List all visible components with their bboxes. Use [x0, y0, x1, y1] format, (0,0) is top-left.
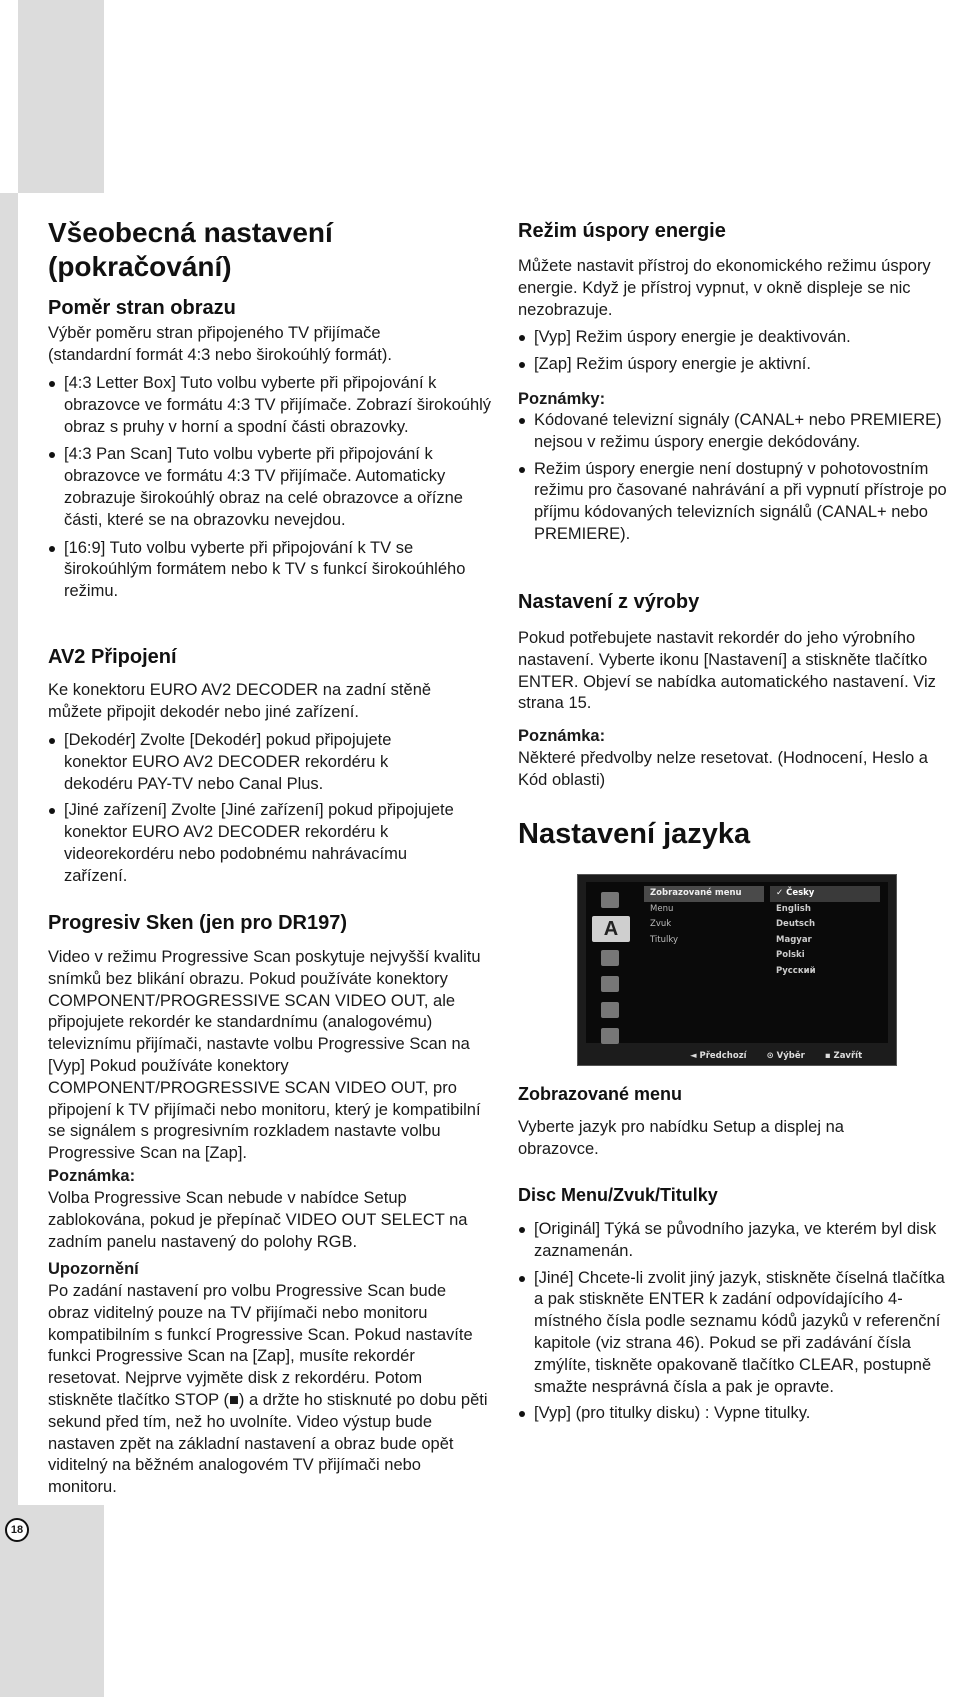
progressive-note: Volba Progressive Scan nebude v nabídce Setup zablokována, pokud je přepínač VIDEO OUT SELECT na zadním panelu nastavený do polohy RGB.	[48, 1189, 468, 1251]
recording-icon	[601, 1002, 619, 1018]
power-intro: Můžete nastavit přístroj do ekonomického režimu úspory energie. Když je přístroj vypnut, v okně displeje se nic nezobrazuje.	[518, 257, 931, 319]
aspect-option-panscan: [4:3 Pan Scan] Tuto volbu vyberte při připojování k obrazovce ve formátu 4:3 TV přijímače. Automaticky zobrazuje širokoúhlý obraz na celé obrazovce a ořízne části, které se na obrazovku nevejdou.	[48, 444, 493, 531]
disc-option-off: [Vyp] (pro titulky disku) : Vypne titulky.	[518, 1403, 948, 1425]
power-heading: Režim úspory energie	[518, 220, 726, 242]
disc-option-other: [Jiné] Chcete-li zvolit jiný jazyk, stiskněte číselná tlačítka a pak stiskněte ENTER k zadání odpovídajícího 4-místného čísla podle seznamu kódů jazyků v referenční kapitole (viz strana 46). Pokud se při zadávání čísla zmýlíte, tiskněte opakovaně tlačítko CLEAR, postupně smažte nesprávná čísla a pak je opravte.	[518, 1268, 948, 1399]
display-menu-heading: Zobrazované menu	[518, 1084, 683, 1104]
av2-list	[48, 730, 458, 888]
menu-item-display-menu: Zobrazované menu	[644, 886, 764, 902]
footer-previous: ◄ Předchozí	[690, 1051, 747, 1061]
disc-icon	[601, 1028, 619, 1044]
setup-menu-list	[644, 886, 764, 948]
progressive-warning-label: Upozornění	[48, 1260, 139, 1278]
menu-item-menu: Menu	[650, 903, 674, 914]
progressive-warning: Po zadání nastavení pro volbu Progressive Scan bude obraz viditelný pouze na TV přijímači nebo monitoru kompatibilním s funkcí Progressive Scan. Pokud nastavíte funkci Progressive Scan na [Zap], musíte rekordér resetovat. Nejprve vyjměte disk z rekordéru. Potom stiskněte tlačítko STOP (■) a držte ho stisknuté po dobu pěti sekund před tím, než ho uvolníte. Video výstup bude nastaven zpět na základní nastavení a obraz bude opět viditelný na běžném analogovém TV přijímači nebo monitoru.	[48, 1282, 488, 1497]
page-margin-left	[0, 193, 18, 1697]
page-margin-top	[18, 0, 104, 193]
av2-option-other: [Jiné zařízení] Zvolte [Jiné zařízení] pokud připojujete konektor EURO AV2 DECODER rekordéru k videorekordéru nebo podobnému nahrávacímu zařízení.	[48, 800, 458, 887]
language-setup-screenshot	[577, 874, 897, 1066]
display-menu-body: Vyberte jazyk pro nabídku Setup a displej na obrazovce.	[518, 1118, 844, 1158]
disc-list	[518, 1219, 948, 1425]
aspect-option-letterbox: [4:3 Letter Box] Tuto volbu vyberte při připojování k obrazovce ve formátu 4:3 TV přijímače. Zobrazí širokoúhlý obraz s pruhy v horní a spodní části obrazovky.	[48, 373, 493, 438]
setup-menu-screen	[586, 882, 888, 1043]
disc-heading: Disc Menu/Zvuk/Titulky	[518, 1185, 718, 1205]
factory-note-label: Poznámka:	[518, 727, 606, 745]
language-option-polish: Polski	[776, 950, 805, 960]
menu-item-subtitles: Titulky	[650, 934, 679, 945]
disc-option-original: [Originál] Týká se původního jazyka, ve kterém byl disk zaznamenán.	[518, 1219, 948, 1263]
av2-option-decoder: [Dekodér] Zvolte [Dekodér] pokud připojujete konektor EURO AV2 DECODER rekordéru k dekodéru PAY-TV nebo Canal Plus.	[48, 730, 458, 795]
language-option-czech: ✓ Česky	[770, 886, 880, 902]
factory-note: Některé předvolby nelze resetovat. (Hodnocení, Heslo a Kód oblasti)	[518, 749, 928, 789]
language-option-english: English	[776, 903, 811, 914]
language-icon: A	[592, 916, 630, 942]
progressive-note-label: Poznámka:	[48, 1167, 136, 1185]
power-notes-label: Poznámky:	[518, 390, 606, 408]
language-title: Nastavení jazyka	[518, 818, 751, 850]
page-title-line2: (pokračování)	[48, 251, 232, 282]
power-note-2: Režim úspory energie není dostupný v pohotovostním režimu pro časované nahrávání a při vypnutí přístroje po příjmu kódovaných televizních signálů (CANAL+ nebo PREMIERE).	[518, 459, 960, 546]
language-options	[770, 886, 880, 979]
av2-intro: Ke konektoru EURO AV2 DECODER na zadní stěně můžete připojit dekodér nebo jiné zařízení.	[48, 681, 432, 721]
language-option-russian: Русский	[776, 965, 816, 976]
aspect-list	[48, 373, 493, 603]
progressive-body: Video v režimu Progressive Scan poskytuje nejvyšší kvalitu snímků bez blikání obrazu. Pokud používáte konektory COMPONENT/PROGRESSIVE SCAN VIDEO OUT, ale připojujete rekordér ke standardnímu (analogovému) televiznímu přijímači, nastavte volbu Progressive Scan na [Vyp] Pokud používáte konektory COMPONENT/PROGRESSIVE SCAN VIDEO OUT, pro připojení k TV přijímači nebo monitoru, který je kompatibilní se signálem s progresivním rozkladem nastavte volbu Progressive Scan na [Zap].	[48, 948, 481, 1163]
lock-icon	[601, 976, 619, 992]
aspect-intro: Výběr poměru stran připojeného TV přijímače (standardní formát 4:3 nebo širokoúhlý formát).	[48, 324, 392, 364]
footer-close: ▪ Zavřít	[824, 1051, 863, 1061]
power-option-on: [Zap] Režim úspory energie je aktivní.	[518, 354, 948, 376]
av2-heading: AV2 Připojení	[48, 646, 177, 668]
power-list	[518, 327, 948, 376]
audio-icon	[601, 950, 619, 966]
power-notes-list	[518, 410, 960, 546]
power-option-off: [Vyp] Režim úspory energie je deaktivován.	[518, 327, 948, 349]
menu-item-audio: Zvuk	[650, 919, 672, 929]
language-option-german: Deutsch	[776, 919, 816, 929]
power-note-1: Kódované televizní signály (CANAL+ nebo PREMIERE) nejsou v režimu úspory energie dekódovány.	[518, 410, 960, 454]
factory-body: Pokud potřebujete nastavit rekordér do jeho výrobního nastavení. Vyberte ikonu [Nastavení] a stiskněte tlačítko ENTER. Objeví se nabídka automatického nastavení. Viz strana 15.	[518, 629, 936, 713]
language-option-hungarian: Magyar	[776, 934, 812, 945]
page-number: 18	[5, 1518, 29, 1542]
page-margin-bottom	[18, 1505, 104, 1697]
page-title-line1: Všeobecná nastavení	[48, 217, 333, 248]
picture-icon	[601, 892, 619, 908]
setup-icon-bar	[586, 882, 636, 1043]
setup-footer	[690, 1051, 890, 1061]
aspect-option-169: [16:9] Tuto volbu vyberte při připojování k TV se širokoúhlým formátem nebo k TV s funkcí širokoúhlého režimu.	[48, 538, 493, 603]
progressive-heading: Progresiv Sken (jen pro DR197)	[48, 912, 347, 934]
aspect-heading: Poměr stran obrazu	[48, 297, 236, 319]
footer-select: ⊙ Výběr	[766, 1051, 805, 1061]
factory-heading: Nastavení z výroby	[518, 591, 700, 613]
